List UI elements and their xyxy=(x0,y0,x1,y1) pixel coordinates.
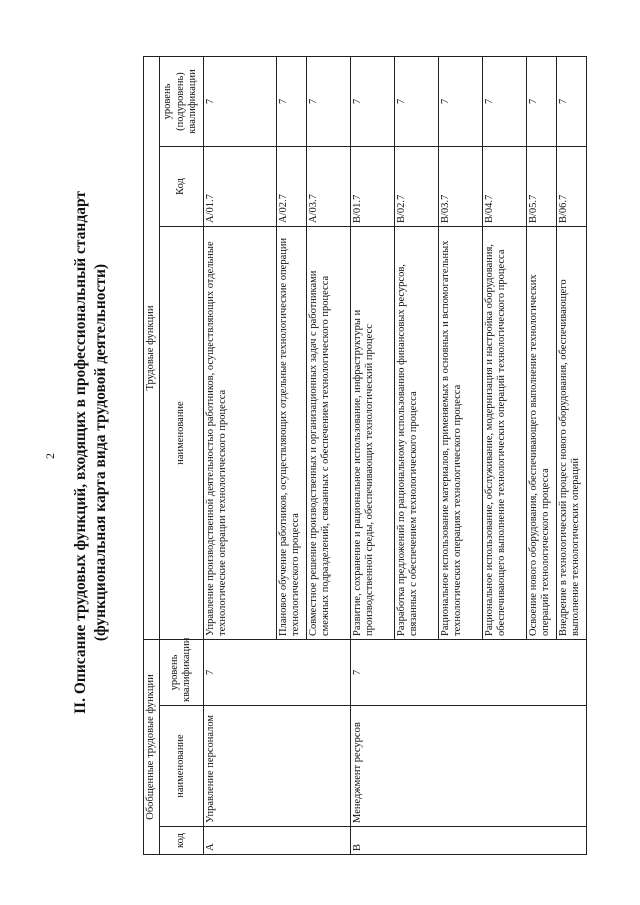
function-code: A/02.7 xyxy=(276,147,306,227)
function-name: Плановое обучение работников, осуществляющих отдельные технологические операции технологического процесса xyxy=(276,227,306,640)
function-name: Рациональное использование, обслуживание, модернизация и настройка оборудования, обеспечивающего выполнение технологических операций технологического процесса xyxy=(482,227,526,640)
function-code: A/03.7 xyxy=(306,147,350,227)
tf-code-header: Код xyxy=(159,147,203,227)
section-subtitle: (функциональная карта вида трудовой деятельности) xyxy=(92,263,109,642)
group-level: 7 xyxy=(203,640,350,706)
functional-map-table xyxy=(143,56,587,855)
header-row-columns xyxy=(159,56,203,854)
tf-name-header: наименование xyxy=(159,227,203,640)
function-code: B/03.7 xyxy=(438,147,482,227)
function-code: B/02.7 xyxy=(394,147,438,227)
function-code: B/04.7 xyxy=(482,147,526,227)
group-code: A xyxy=(203,827,350,855)
header-row-groups xyxy=(144,56,160,854)
function-name: Рациональное использование материалов, применяемых в основных и вспомогательных технологических операциях технологического процесса xyxy=(438,227,482,640)
function-code: A/01.7 xyxy=(203,147,276,227)
page-number: 2 xyxy=(43,453,57,459)
function-name: Освоение нового оборудования, обеспечивающего выполнение технологических операций технологического процесса xyxy=(526,227,556,640)
function-name: Развитие, сохранение и рациональное использование, инфраструктуры и производственной среды, обеспечивающих технологический процесс xyxy=(350,227,394,640)
table-row xyxy=(203,56,276,854)
group-name: Менеджмент ресурсов xyxy=(350,706,586,827)
function-name: Управление производственной деятельностью работников, осуществляющих отдельные технологические операции технологического процесса xyxy=(203,227,276,640)
tf-level-header: уровень (подуровень) квалификации xyxy=(159,56,203,146)
name-header: наименование xyxy=(159,706,203,827)
level-header: уровень квалификации xyxy=(159,640,203,706)
function-code: B/01.7 xyxy=(350,147,394,227)
code-header: код xyxy=(159,827,203,855)
function-level: 7 xyxy=(276,56,306,146)
section-title: II. Описание трудовых функций, входящих в профессиональный стандарт xyxy=(72,191,89,714)
labor-functions-header: Трудовые функции xyxy=(144,56,160,639)
function-code: B/06.7 xyxy=(556,147,586,227)
group-name: Управление персоналом xyxy=(203,706,350,827)
function-name: Совместное решение производственных и организационных задач с работниками смежных подразделений, связанных с обеспечением технологического процесса xyxy=(306,227,350,640)
function-level: 7 xyxy=(526,56,556,146)
function-level: 7 xyxy=(350,56,394,146)
function-level: 7 xyxy=(203,56,276,146)
group-level: 7 xyxy=(350,640,586,706)
generalized-functions-header: Обобщенные трудовые функции xyxy=(144,640,160,855)
function-level: 7 xyxy=(482,56,526,146)
function-level: 7 xyxy=(394,56,438,146)
function-code: B/05.7 xyxy=(526,147,556,227)
function-level: 7 xyxy=(556,56,586,146)
function-name: Внедрение в технологический процесс нового оборудования, обеспечивающего выполнение технологических операций xyxy=(556,227,586,640)
function-name: Разработка предложений по рациональному использованию финансовых ресурсов, связанных с обеспечением технологического процесса xyxy=(394,227,438,640)
table-row xyxy=(350,56,394,854)
function-level: 7 xyxy=(438,56,482,146)
function-level: 7 xyxy=(306,56,350,146)
group-code: B xyxy=(350,827,586,855)
